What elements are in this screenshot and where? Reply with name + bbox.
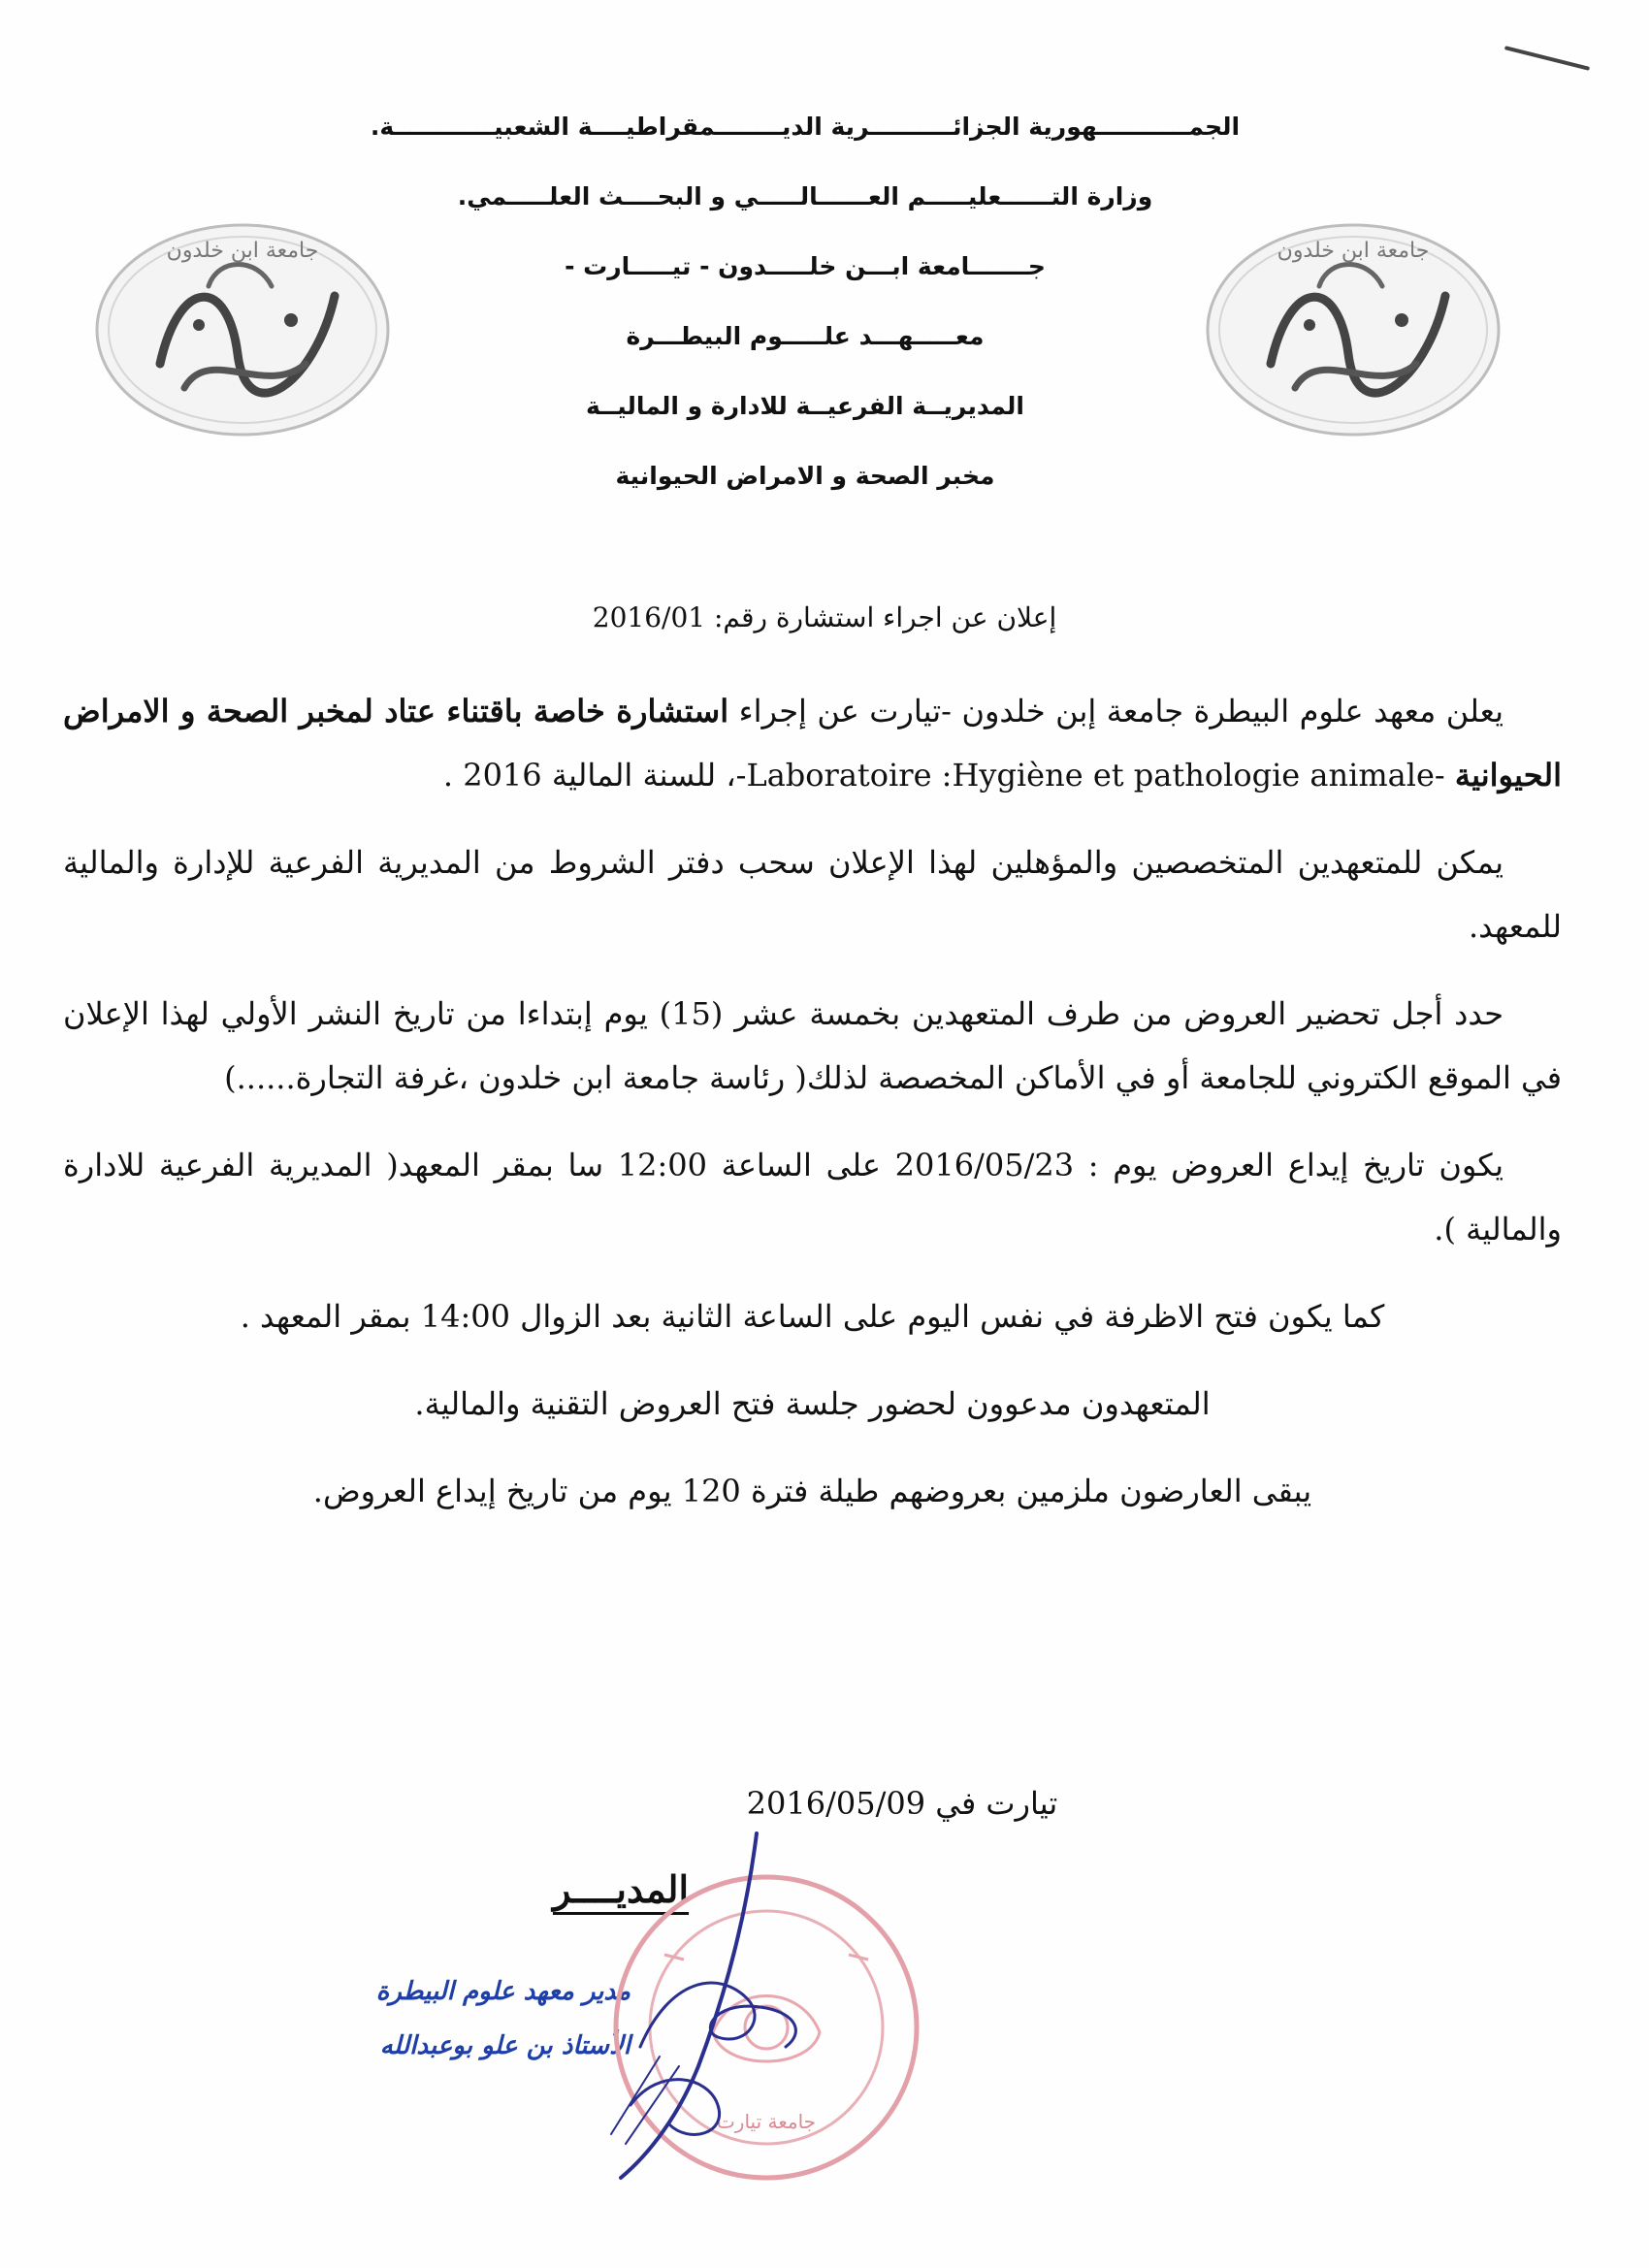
director-title: مدير معهد علوم البيطرة <box>375 1977 630 2006</box>
paragraph-validity: يبقى العارضون ملزمين بعروضهم طيلة فترة 120 يوم من تاريخ إيداع العروض. <box>312 1473 1312 1509</box>
header-institute: معـــــهـــد علـــــوم البيطـــرة <box>626 322 985 350</box>
director-name-stamp <box>281 1964 630 2073</box>
director-name: الأستاذ بن علو بوعبدالله <box>379 2031 630 2060</box>
paragraph-consultation-subject: استشارة خاصة باقتناء عتاد لمخبر الصحة و الامراض الحيوانية <box>63 693 1562 794</box>
logo-emblem-left <box>92 218 393 441</box>
announcement-title: إعلان عن اجراء استشارة رقم: 2016/01 <box>592 601 1057 633</box>
announcement-body <box>63 679 1562 1546</box>
header-ministry: وزارة التــــــعليـــــم العــــــالـــــي و البحــــث العلـــــمي. <box>457 182 1153 211</box>
scan-mark <box>1504 46 1590 71</box>
stamp-label: جامعة تيارت <box>716 2110 817 2133</box>
logo-text-right: جامعة ابن خلدون <box>1277 239 1430 263</box>
paragraph-consultation <box>63 679 1562 807</box>
director-label: المديــــر <box>552 1867 690 1911</box>
university-logo-right <box>1203 218 1504 441</box>
header-subdirectorate: المديريــة الفرعيــة للادارة و الماليــة <box>586 392 1024 420</box>
place-and-date: تيارت في 2016/05/09 <box>746 1785 1058 1822</box>
letterhead <box>320 92 1290 511</box>
paragraph-submission-date: يكون تاريخ إيداع العروض يوم : 2016/05/23 على الساعة 12:00 سا بمقر المعهد( المديرية الفرعية للادارة والمالية ). <box>63 1147 1562 1247</box>
header-laboratory: مخبر الصحة و الامراض الحيوانية <box>615 462 995 490</box>
paragraph-invitation: المتعهدون مدعوون لحضور جلسة فتح العروض التقنية والمالية. <box>414 1385 1211 1422</box>
paragraph-specifications: يمكن للمتعهدين المتخصصين والمؤهلين لهذا الإعلان سحب دفتر الشروط من المديرية الفرعية للإدارة والمالية للمعهد. <box>63 844 1562 945</box>
university-logo-left <box>92 218 393 441</box>
signature-icon <box>582 1824 834 2192</box>
logo-emblem-right <box>1203 218 1504 441</box>
logo-text-left: جامعة ابن خلدون <box>166 239 319 263</box>
paragraph-deadline: حدد أجل تحضير العروض من طرف المتعهدين بخمسة عشر (15) يوم إبتداءا من تاريخ النشر الأولي لهذا الإعلان في الموقع الكتروني للجامعة أو في الأماكن المخصصة لذلك( رئاسة جامعة ابن خلدون ،غرفة التجارة......) <box>63 995 1562 1096</box>
header-university: جـــــــامعة ابـــن خلـــــدون - تيـــــارت - <box>565 252 1046 280</box>
paragraph-opening: كما يكون فتح الاظرفة في نفس اليوم على الساعة الثانية بعد الزوال 14:00 بمقر المعهد . <box>240 1298 1385 1335</box>
paragraph-consultation-lab: -Laboratoire :Hygiène et pathologie animale-، للسنة المالية 2016 . <box>442 757 1455 794</box>
handwritten-signature <box>582 1824 834 2192</box>
paragraph-consultation-intro: يعلن معهد علوم البيطرة جامعة إبن خلدون -تيارت عن إجراء <box>728 693 1504 729</box>
header-republic: الجمـــــــــــهورية الجزائــــــــــرية الديــــــــمقراطيــــة الشعبيــــــــــــة. <box>370 113 1241 141</box>
